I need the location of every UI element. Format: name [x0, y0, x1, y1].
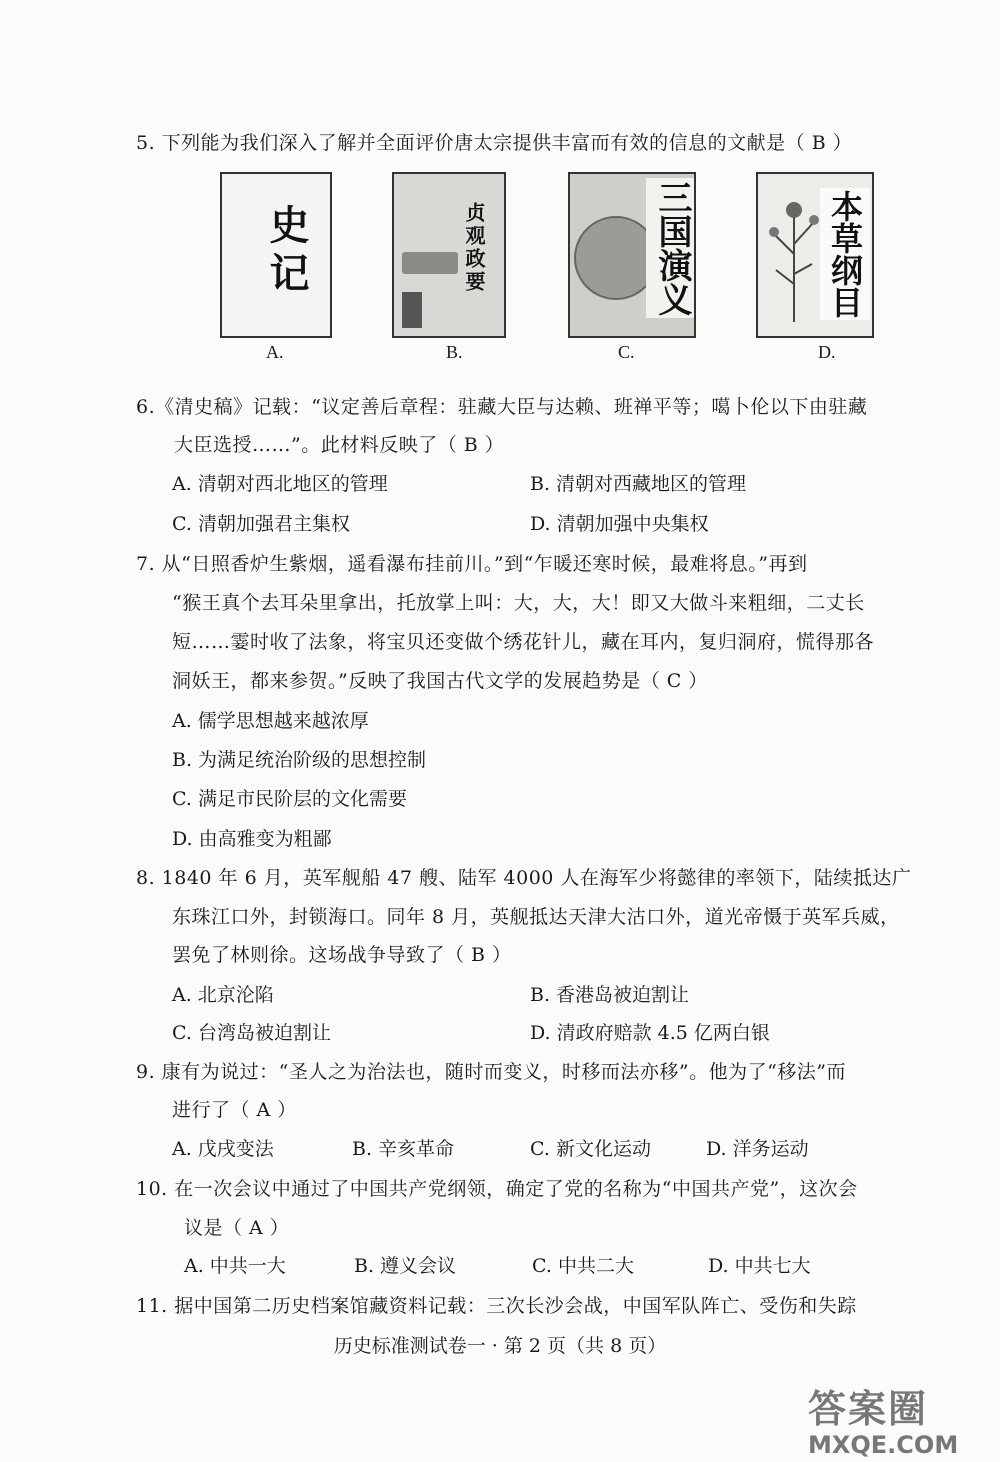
watermark-logo-text: 答案圈 — [808, 1387, 929, 1431]
book-cover-d — [756, 172, 874, 338]
q6-option-d: D. 清朝加强中央集权 — [530, 513, 709, 535]
q8-option-c: C. 台湾岛被迫割让 — [172, 1022, 331, 1044]
book-label-a: A. — [266, 342, 284, 362]
q7-option-a: A. 儒学思想越来越浓厚 — [172, 710, 369, 732]
book-title-a: 史记 — [263, 204, 310, 300]
book-illustration-b — [402, 252, 458, 274]
q7-line-1: 7. 从“日照香炉生紫烟，遥看瀑布挂前川。”到“乍暖还寒时候，最难将息。”再到 — [136, 553, 808, 575]
q10-option-b: B. 遵义会议 — [354, 1255, 457, 1277]
q7-line-4: 洞妖王，都来参贺。”反映了我国古代文学的发展趋势是（ C ） — [172, 670, 708, 692]
q8-option-b: B. 香港岛被迫割让 — [530, 984, 690, 1006]
q9-option-d: D. 洋务运动 — [706, 1138, 809, 1160]
q10-option-d: D. 中共七大 — [708, 1255, 811, 1277]
q9-line-2: 进行了（ A ） — [172, 1099, 297, 1121]
q10-option-c: C. 中共二大 — [532, 1255, 634, 1277]
q8-line-1: 8. 1840 年 6 月，英军舰船 47 艘、陆军 4000 人在海军少将懿律的率领下，陆续抵达广 — [136, 867, 912, 889]
q9-option-b: B. 辛亥革命 — [352, 1138, 455, 1160]
q7-option-c: C. 满足市民阶层的文化需要 — [172, 788, 407, 810]
q7-line-2: “猴王真个去耳朵里拿出，托放掌上叫：大，大，大！即又大做斗来粗细，二丈长 — [172, 592, 865, 614]
herb-illustration-icon — [766, 194, 822, 324]
q8-option-d: D. 清政府赔款 4.5 亿两白银 — [530, 1022, 770, 1044]
watermark-logo — [808, 1378, 988, 1458]
book-label-c: C. — [618, 342, 635, 362]
q8-line-2: 东珠江口外，封锁海口。同年 8 月，英舰抵达天津大沽口外，道光帝慑于英军兵威， — [172, 906, 900, 928]
book-cover-c — [568, 172, 696, 338]
q11-line-1: 11. 据中国第二历史档案馆藏资料记载：三次长沙会战，中国军队阵亡、受伤和失踪 — [136, 1295, 857, 1317]
q7-option-b: B. 为满足统治阶级的思想控制 — [172, 749, 427, 771]
q10-line-1: 10. 在一次会议中通过了中国共产党纲领，确定了党的名称为“中国共产党”，这次会 — [136, 1178, 858, 1200]
book-cover-a — [220, 172, 332, 338]
page-footer: 历史标准测试卷一 · 第 2 页（共 8 页） — [333, 1335, 667, 1357]
q7-line-3: 短……霎时收了法象，将宝贝还变做个绣花针儿，藏在耳内，复归洞府，慌得那各 — [172, 631, 875, 653]
q10-option-a: A. 中共一大 — [184, 1255, 286, 1277]
q9-option-c: C. 新文化运动 — [530, 1138, 651, 1160]
q6-option-a: A. 清朝对西北地区的管理 — [172, 473, 388, 495]
book-title-d: 本草纲目 — [820, 188, 870, 320]
q9-option-a: A. 戊戌变法 — [172, 1138, 274, 1160]
q8-option-a: A. 北京沦陷 — [172, 984, 274, 1006]
book-title-c: 三国演义 — [646, 178, 696, 318]
book-label-b: B. — [446, 342, 463, 362]
q6-option-c: C. 清朝加强君主集权 — [172, 513, 350, 535]
q6-line-1: 6.《清史稿》记载：“议定善后章程：驻藏大臣与达赖、班禅平等；噶卜伦以下由驻藏 — [136, 396, 868, 418]
q6-line-2: 大臣选授……”。此材料反映了（ B ） — [174, 434, 505, 456]
book-cover-b — [392, 172, 506, 338]
book-label-d: D. — [818, 342, 836, 362]
q8-line-3: 罢免了林则徐。这场战争导致了（ B ） — [172, 944, 512, 966]
q7-option-d: D. 由高雅变为粗鄙 — [172, 828, 332, 850]
q9-line-1: 9. 康有为说过：“圣人之为治法也，随时而变义，时移而法亦移”。他为了“移法”而 — [136, 1061, 847, 1083]
watermark-url: MXQE.COM — [808, 1431, 959, 1459]
q10-line-2: 议是（ A ） — [184, 1217, 290, 1239]
q6-option-b: B. 清朝对西藏地区的管理 — [530, 473, 747, 495]
book-spine-mark-b — [402, 292, 422, 328]
q5-stem: 5. 下列能为我们深入了解并全面评价唐太宗提供丰富而有效的信息的文献是（ B ） — [136, 132, 853, 154]
book-title-b: 贞观政要 — [462, 202, 486, 294]
